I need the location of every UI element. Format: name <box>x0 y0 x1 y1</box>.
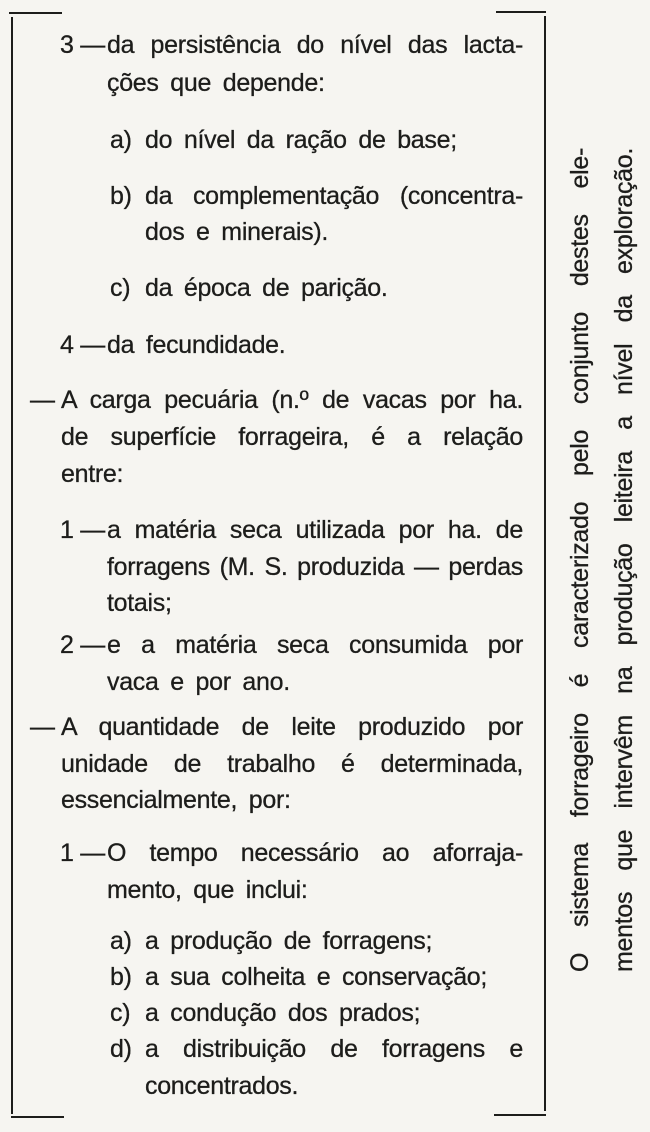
line-text: da persistência do nível das lacta- <box>107 31 523 59</box>
item-marker: b) <box>110 182 132 210</box>
item-marker: 1 — <box>60 516 105 544</box>
line-text: da época de parição. <box>145 274 388 302</box>
margin-note <box>558 148 650 972</box>
line-text: entre: <box>61 460 124 488</box>
line-text: totais; <box>107 589 172 617</box>
frame-top-left-rule <box>9 12 62 14</box>
line-text: a matéria seca utilizada por ha. de <box>107 516 523 544</box>
outline-line <box>12 709 545 746</box>
outline-line <box>12 782 545 819</box>
item-marker: 4 — <box>60 331 105 359</box>
outline-line <box>12 327 545 364</box>
margin-note-line-1: O sistema forrageiro é caracterizado pelo conjunto destes ele- <box>566 148 594 972</box>
item-marker: — <box>30 386 55 414</box>
frame-bottom-left-rule <box>11 1116 64 1118</box>
item-marker: 3 — <box>60 31 105 59</box>
item-marker: 1 — <box>60 839 105 867</box>
line-text: A carga pecuária (n.º de vacas por ha. <box>61 386 523 414</box>
line-text: do nível da ração de base; <box>145 126 457 154</box>
outline-line <box>12 178 545 215</box>
item-marker: d) <box>110 1035 132 1063</box>
outline-line <box>12 419 545 456</box>
line-text: ções que depende: <box>107 69 325 97</box>
line-text: de superfície forrageira, é a relação <box>61 423 523 451</box>
item-marker: c) <box>110 999 131 1027</box>
outline-line <box>12 585 545 622</box>
line-text: concentrados. <box>145 1072 299 1100</box>
line-text: O tempo necessário ao aforraja- <box>107 839 523 867</box>
outline-line <box>12 549 545 586</box>
outline-line <box>12 65 545 102</box>
item-marker: a) <box>110 126 132 154</box>
line-text: a distribuição de forragens e <box>145 1035 523 1063</box>
line-text: unidade de trabalho é determinada, <box>61 750 523 778</box>
line-text: a condução dos prados; <box>145 999 421 1027</box>
outline-line <box>12 746 545 783</box>
line-text: vaca e por ano. <box>107 668 290 696</box>
outline-line <box>12 270 545 307</box>
outline-line <box>12 1068 545 1105</box>
line-text: mento, que inclui: <box>107 876 308 904</box>
frame-top-right-rule <box>496 11 546 13</box>
line-text: da complementação (concentra- <box>145 182 523 210</box>
outline-line <box>12 664 545 701</box>
line-text: e a matéria seca consumida por <box>107 631 523 659</box>
outline-line <box>12 382 545 419</box>
item-marker: c) <box>110 274 131 302</box>
line-text: dos e minerais). <box>145 218 329 246</box>
item-marker: b) <box>110 963 132 991</box>
frame-bottom-right-rule <box>494 1114 546 1116</box>
outline-line <box>12 512 545 549</box>
outline-line <box>12 959 545 996</box>
outline-line <box>12 835 545 872</box>
item-marker: 2 — <box>60 631 105 659</box>
outline-line <box>12 923 545 960</box>
outline-line <box>12 27 545 64</box>
outline-line <box>12 995 545 1032</box>
line-text: A quantidade de leite produzido por <box>61 713 523 741</box>
item-marker: a) <box>110 927 132 955</box>
line-text: a sua colheita e conservação; <box>145 963 488 991</box>
item-marker: — <box>30 713 55 741</box>
outline-line <box>12 122 545 159</box>
line-text: da fecundidade. <box>107 331 286 359</box>
line-text: a produção de forragens; <box>145 927 433 955</box>
outline-line <box>12 1031 545 1068</box>
margin-note-line-2: mentos que intervêm na produção leiteira a nível da exploração. <box>610 148 638 972</box>
outline-line <box>12 214 545 251</box>
line-text: forragens (M. S. produzida — perdas <box>107 553 523 581</box>
outline-line <box>12 872 545 909</box>
outline-line <box>12 627 545 664</box>
line-text: essencialmente, por: <box>61 786 291 814</box>
outline-line <box>12 456 545 493</box>
margin-note-rotated-block <box>558 148 650 972</box>
